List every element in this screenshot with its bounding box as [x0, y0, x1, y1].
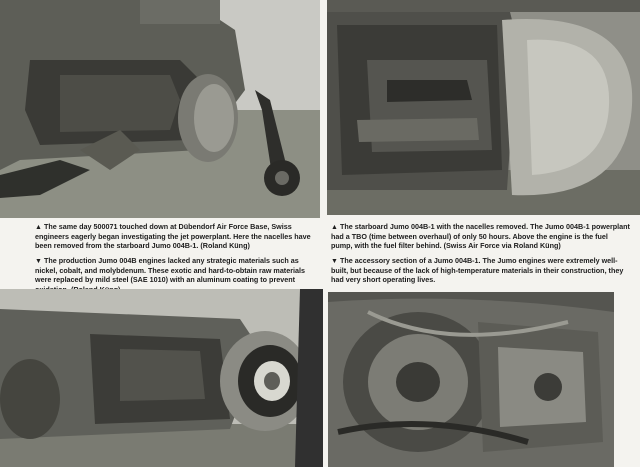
caption-text: The same day 500071 touched down at Dübendorf Air Force Base, Swiss engineers eagerly began investigating the jet powerplant. Here the nacelles have been removed from the starboard Jumo 004B-1. (Roland Küng): [35, 222, 311, 251]
engine-accessory-section-icon: [328, 292, 614, 467]
arrow-down-icon: ▼: [35, 258, 42, 265]
caption-text: The accessory section of a Jumo 004B-1. The Jumo engines were extremely well-built, but because of the lack of high-temperature materials in their construction, they had very short operating lives.: [331, 256, 624, 285]
photo-accessory-section: [328, 292, 614, 467]
jet-aircraft-engine-icon: [0, 0, 320, 218]
jet-engine-closeup-icon: [327, 0, 640, 215]
photo-aircraft-engine-exposed: [0, 0, 320, 218]
arrow-up-icon: ▲: [331, 224, 338, 231]
caption-top-right: [331, 222, 631, 251]
arrow-up-icon: ▲: [35, 224, 42, 231]
caption-top-left: [35, 222, 317, 251]
photo-engine-nacelles-removed: [327, 0, 640, 215]
arrow-down-icon: ▼: [331, 258, 338, 265]
caption-mid-right: [331, 256, 631, 285]
jet-engine-front-icon: [0, 289, 323, 467]
photo-engine-front-view: [0, 289, 323, 467]
caption-text: The production Jumo 004B engines lacked any strategic materials such as nickel, cobalt, and molybdenum. These exotic and hard-to-obtain raw materials were replaced by mild steel (SAE 1010) with an aluminum coating to prevent: [35, 256, 305, 285]
caption-text: The starboard Jumo 004B-1 with the nacelles removed. The Jumo 004B-1 powerplant had a TBO (time between overhaul) of only 50 hours. Above the engine is the fuel pump, with the fuel filter behind. (Swiss Air Force via Roland Küng): [331, 222, 630, 251]
